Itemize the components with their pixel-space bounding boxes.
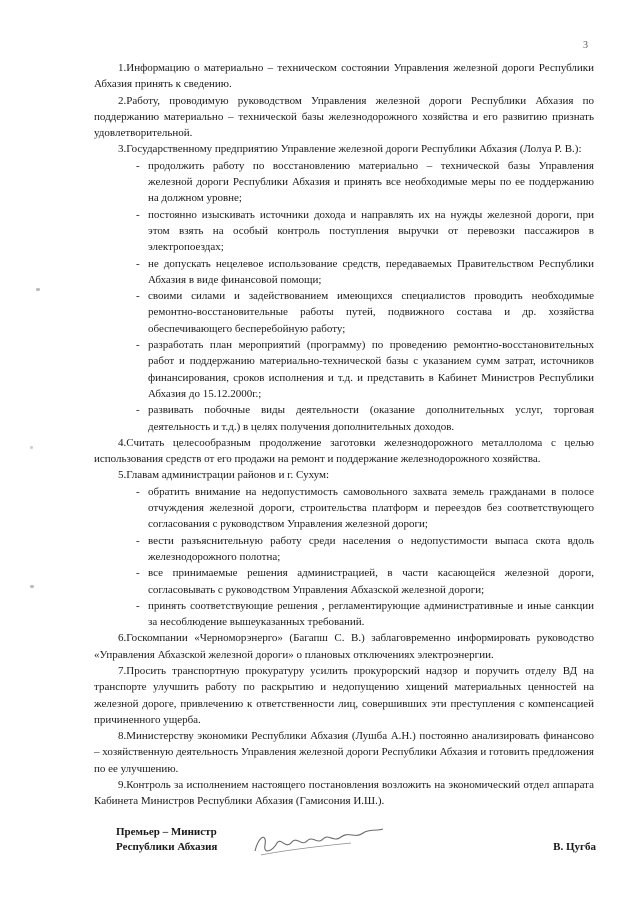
list-item: - вести разъяснительную работу среди населения о недопустимости выпаса скота вдоль железнодорожного полотна;	[148, 533, 594, 566]
signatory-title-line-2: Республики Абхазия	[116, 841, 218, 853]
list-item: - своими силами и задействованием имеющихся специалистов проводить необходимые ремонтно-восстановительные работы путей, подвижного состава и др. хозяйства обеспечивающего бесперебойную работу;	[148, 288, 594, 337]
list-item: - все принимаемые решения администрацией, в части касающейся железной дороги, согласовывать с руководством Управления Абхазской железной дороги;	[148, 565, 594, 598]
document-body	[94, 60, 594, 810]
list-item: - продолжить работу по восстановлению материально – технической базы Управления железной дороги Республики Абхазия и принять все необходимые меры по ее поддержанию на должном уровне;	[148, 158, 594, 207]
list-item: - принять соответствующие решения , регламентирующие административные и иные санкции за несоблюдение вышеуказанных требований.	[148, 598, 594, 631]
list-item: - развивать побочные виды деятельности (оказание дополнительных услуг, торговая деятельность и т.д.) в целях получения дополнительных доходов.	[148, 402, 594, 435]
signatory-title	[116, 825, 217, 855]
paragraph-4: 4.Считать целесообразным продолжение заготовки железнодорожного металлолома с целью использования средств от его продажи на ремонт и поддержание железнодорожного хозяйства.	[94, 436, 594, 466]
signature-block	[116, 825, 596, 865]
scan-speck	[30, 585, 34, 588]
list-item: - постоянно изыскивать источники дохода и направлять их на нужды железной дороги, при этом взять на особый контроль поступления выручки от перевозки пассажиров в электропоездах;	[148, 207, 594, 256]
paragraph-5-list	[94, 484, 594, 631]
list-item: - обратить внимание на недопустимость самовольного захвата земель гражданами в полосе отчуждения железной дороги, строительства платформ и переездов без соответствующего согласования с руководством Управления железной дороги;	[148, 484, 594, 533]
signatory-title-line-1: Премьер – Министр	[116, 826, 217, 838]
paragraph-6: 6.Госкомпании «Черноморэнерго» (Багапш С. В.) заблаговременно информировать руководство «Управления Абхазской железной дороги» о плановых отключениях электроэнергии.	[94, 632, 594, 661]
paragraph-9: 9.Контроль за исполнением настоящего постановления возложить на экономический отдел аппарата Кабинета Министров Республики Абхазия (Гамисония И.Ш.).	[94, 779, 594, 808]
scan-speck	[30, 446, 33, 449]
paragraph-8: 8.Министерству экономики Республики Абхазия (Лушба А.Н.) постоянно анализировать финансово – хозяйственную деятельность Управления железной дороги Республики Абхазия и готовить предложения по ее улучшению.	[94, 730, 594, 775]
paragraph-5: 5.Главам администрации районов и г. Сухум:	[118, 469, 330, 482]
signatory-name: В. Цугба	[553, 841, 596, 853]
list-item: - разработать план мероприятий (программу) по проведению ремонтно-восстановительных работ и поддержанию материально-технической базы с указанием сумм затрат, источников финансирования, сроков исполнения и т.д. и представить в Кабинет Министров Республики Абхазия до 15.12.2000г.;	[148, 337, 594, 402]
paragraph-3: 3.Государственному предприятию Управление железной дороги Республики Абхазия (Лолуа Р. В.):	[118, 143, 582, 156]
paragraph-2: 2.Работу, проводимую руководством Управления железной дороги Республики Абхазия по поддержанию материально – технической базы железнодорожного хозяйства и его развитию признать удовлетворительной.	[94, 94, 594, 140]
paragraph-7: 7.Просить транспортную прокуратуру усилить прокурорский надзор и поручить отделу ВД на транспорте улучшить работу по раскрытию и недопущению хищений материальных ценностей на железной дороге, привлечению к ответственности лиц, совершивших эти преступления с компенсацией причиненного ущерба.	[94, 664, 594, 726]
paragraph-3-list	[94, 158, 594, 435]
paragraph-1: 1.Информацию о материально – техническом состоянии Управления железной дороги Республики Абхазия принять к сведению.	[94, 62, 594, 91]
scan-speck	[36, 288, 40, 291]
handwritten-signature	[251, 821, 401, 861]
page-number: 3	[583, 40, 588, 51]
list-item: - не допускать нецелевое использование средств, передаваемых Правительством Республики Абхазия в виде финансовой помощи;	[148, 256, 594, 289]
